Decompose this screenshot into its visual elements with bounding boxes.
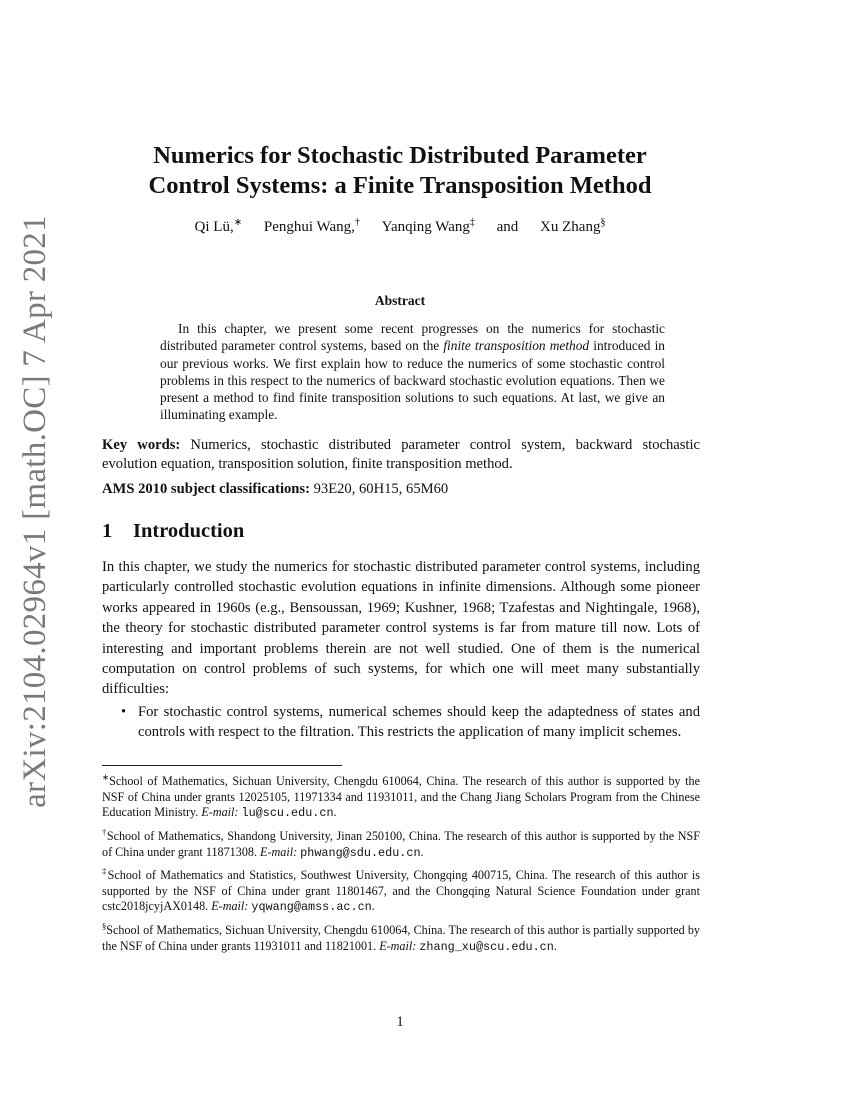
section-title: Introduction [133,520,245,542]
footnote-divider [102,765,342,766]
arxiv-identifier-text: arXiv:2104.02964v1 [math.OC] 7 Apr 2021 [16,214,53,808]
intro-paragraph: In this chapter, we study the numerics for stochastic distributed parameter control systems, including particularly controlled stochastic evolution equations in infinite dimensions. Although some pioneer works appeared in 1960s (e.g., Bensoussan, 1969; Kushner, 1968; Tzafestas and Nightingale, 1968), the theory for stochastic distributed parameter control systems is far from mature till now. Lots of interesting and important problems therein are not well studied. One of them is the numerical computation on control problems of such systems, for which one will meet many substantially difficulties: [102,559,700,698]
author-list [100,217,700,236]
footnote-2-email[interactable]: phwang@sdu.edu.cn [300,845,421,860]
footnote-1-email[interactable]: lu@scu.edu.cn [241,806,334,821]
author-2-footnote-mark[interactable]: † [354,217,360,228]
author-4-footnote-mark[interactable]: § [600,217,606,228]
keywords-paragraph [102,436,700,474]
bullet-text: For stochastic control systems, numerical schemes should keep the adaptedness of states and controls with respect to the filtration. This restricts the application of many implicit schemes. [138,704,700,740]
abstract-heading: Abstract [374,293,426,308]
abstract-text: In this chapter, we present some recent progresses on the numerics for stochastic distributed parameter control systems, based on the finite transposition method introduced in our previous works. We first explain how to reduce the numerics of some stochastic control problems in this respect to the numerics of backward stochastic evolution equations. Then we present a method to find finite transposition solutions to such equations. At last, we give an illuminating example. [160,321,665,423]
author-1-footnote-mark[interactable]: ∗ [233,217,243,228]
footnote-1: ∗School of Mathematics, Sichuan University, Chengdu 610064, China. The research of this author is supported by the NSF of China under grants 12025105, 11971334 and 11931011, and the Chang Jiang Scholars Program from the Chinese Education Ministry. E-mail: lu@scu.edu.cn. [102,772,700,821]
author-2: Penghui Wang,† [263,217,360,235]
abstract-emphasis: finite transposition method [443,338,590,354]
bullet-dot-icon: • [121,704,127,720]
author-3-footnote-mark[interactable]: ‡ [469,217,475,228]
author-4: Xu Zhang§ [540,217,606,235]
bullet-item [121,703,700,743]
title-line-1: Numerics for Stochastic Distributed Parameter [153,142,647,169]
page-number: 1 [396,1014,404,1030]
keywords-text: Numerics, stochastic distributed parameter control system, backward stochastic evolution equation, transposition solution, finite transposition method. [102,437,701,472]
author-3: Yanqing Wang‡ [381,217,475,235]
ams-classification [102,480,700,499]
paper-title [100,141,700,201]
section-heading [102,520,244,543]
section-number: 1 [102,520,113,542]
footnote-4: §School of Mathematics, Sichuan University, Chengdu 610064, China. The research of this author is partially supported by the NSF of China under grants 11931011 and 11821001. E-mail: zhang_xu@scu.edu.cn. [102,921,700,954]
author-1: Qi Lü,∗ [194,217,243,235]
citation-bensoussan[interactable]: Bensoussan, 1969 [289,599,396,616]
footnote-3: ‡School of Mathematics and Statistics, Southwest University, Chongqing 400715, China. The research of this author is supported by the NSF of China under grant 11801467, and the Chongqing Natural Science Foundation under grant cstc2018jcyjAX0148. E-mail: yqwang@amss.ac.cn. [102,866,701,915]
arxiv-identifier-stamp [10,214,60,808]
title-line-2: Control Systems: a Finite Transposition Method [148,172,652,199]
ams-label: AMS 2010 subject classifications: [102,481,310,497]
ams-codes: 93E20, 60H15, 65M60 [309,481,449,497]
citation-kushner[interactable]: Kushner, 1968 [404,599,492,616]
footnote-2: †School of Mathematics, Shandong University, Jinan 250100, China. The research of this author is supported by the NSF of China under grant 11871308. E-mail: phwang@sdu.edu.cn. [102,827,700,860]
footnote-4-email[interactable]: zhang_xu@scu.edu.cn [419,939,554,954]
keywords-label: Key words: [102,437,181,453]
footnote-3-email[interactable]: yqwang@amss.ac.cn [251,900,372,915]
citation-tzafestas[interactable]: Tzafestas and Nightingale, 1968 [499,599,692,616]
author-conjunction: and [496,219,519,235]
